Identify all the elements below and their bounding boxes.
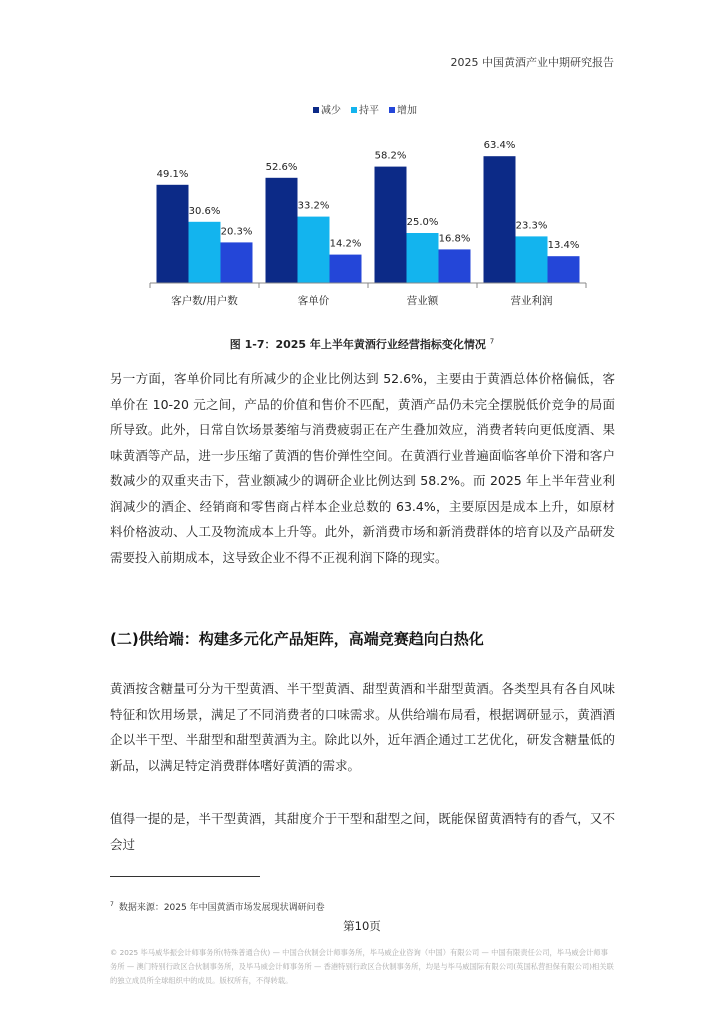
legend-label-0: 减少	[321, 105, 341, 117]
bar-3-2	[548, 256, 580, 283]
data-label-3-1: 23.3%	[515, 220, 548, 232]
bar-0-1	[189, 222, 221, 283]
legend-label-2: 增加	[397, 105, 417, 117]
category-label-2: 营业额	[406, 295, 439, 307]
bar-1-0	[266, 178, 298, 283]
data-label-1-0: 52.6%	[265, 161, 298, 173]
category-label-1: 客单价	[297, 295, 330, 307]
legend-swatch-0	[313, 107, 319, 113]
data-label-0-1: 30.6%	[188, 205, 221, 217]
bar-0-2	[221, 242, 253, 283]
data-label-1-1: 33.2%	[297, 200, 330, 212]
data-label-2-1: 25.0%	[406, 217, 439, 228]
figure-caption-text: 图 1-7：2025 年上半年黄酒行业经营指标变化情况	[229, 338, 486, 351]
footnote-text: 数据来源：2025 年中国黄酒市场发展现状调研问卷	[118, 903, 325, 913]
legend-swatch-1	[351, 107, 357, 113]
bar-2-2	[439, 249, 471, 283]
footnote-number: 7	[110, 901, 114, 908]
data-label-3-0: 63.4%	[483, 140, 516, 152]
paragraph-product-types: 黄酒按含糖量可分为干型黄酒、半干型黄酒、甜型黄酒和半甜型黄酒。各类型具有各自风味特征和饮用场景，满足了不同消费者的口味需求。从供给端布局看，根据调研显示，黄酒酒企以半干型、半甜型和甜型黄酒为主。除此以外，近年酒企通过工艺优化，研发含糖量低的新品，以满足特定消费群体嗜好黄酒的需求。	[110, 681, 615, 773]
section-heading: (二)供给端：构建多元化产品矩阵，高端竞赛趋向白热化	[110, 630, 484, 648]
bar-1-2	[330, 255, 362, 283]
page-number: 第10页	[343, 919, 381, 933]
data-label-2-2: 16.8%	[438, 233, 471, 245]
data-label-3-2: 13.4%	[547, 240, 580, 252]
bar-2-0	[375, 167, 407, 283]
paragraph-sales-analysis: 另一方面，客单价同比有所减少的企业比例达到 52.6%，主要由于黄酒总体价格偏低，客单价在 10-20 元之间，产品的价值和售价不匹配，黄酒产品仍未完全摆脱低价竞争的局面所导致。此外，日常自饮场景萎缩与消费疲弱正在产生叠加效应，消费者转向更低度酒、果味黄酒等产品，进一步压缩了黄酒的售价弹性空间。在黄酒行业普遍面临客单价下滑和客户数减少的双重夹击下，营业额减少的调研企业比例达到 58.2%。而 2025 年上半年营业利润减少的酒企、经销商和零售商占样本企业总数的 63.4%，主要原因是成本上升，如原材料价格波动、人工及物流成本上升等。此外，新消费市场和新消费群体的培育以及产品研发需要投入前期成本，这导致企业不得不正视利润下降的现实。	[110, 371, 615, 565]
footnote-divider	[110, 876, 260, 877]
figure-caption	[0, 336, 724, 352]
footnote	[110, 900, 325, 913]
copyright-disclaimer: © 2025 毕马威华振会计师事务所(特殊普通合伙) — 中国合伙制会计师事务所，毕马威企业咨询（中国）有限公司 — 中国有限责任公司，毕马威会计师事务所 — 澳门特别行政区合伙制事务所，及毕马威会计师事务所 — 香港特别行政区合伙制事务所，均是与毕马威国际有限公司(英国私营担保有限公司)相关联的独立成员所全球组织中的成员。版权所有，不得转载。	[110, 948, 614, 985]
bar-0-0	[157, 185, 189, 283]
legend-swatch-2	[389, 107, 395, 113]
category-label-3: 营业利润	[510, 295, 553, 307]
bar-1-1	[298, 217, 330, 283]
paragraph-semi-dry: 值得一提的是，半干型黄酒，其甜度介于干型和甜型之间，既能保留黄酒特有的香气，又不会过	[110, 811, 615, 852]
data-label-0-0: 49.1%	[156, 168, 189, 180]
data-label-1-2: 14.2%	[329, 238, 362, 250]
bar-2-1	[407, 233, 439, 283]
legend-label-1: 持平	[359, 105, 379, 117]
bar-3-1	[516, 236, 548, 283]
footnote-reference: 7	[489, 337, 495, 346]
data-label-0-2: 20.3%	[220, 226, 253, 238]
category-label-0: 客户数/用户数	[171, 295, 238, 307]
data-label-2-0: 58.2%	[374, 150, 407, 162]
bar-chart	[0, 0, 724, 330]
report-title: 2025 中国黄酒产业中期研究报告	[450, 56, 614, 69]
bar-3-0	[484, 156, 516, 283]
